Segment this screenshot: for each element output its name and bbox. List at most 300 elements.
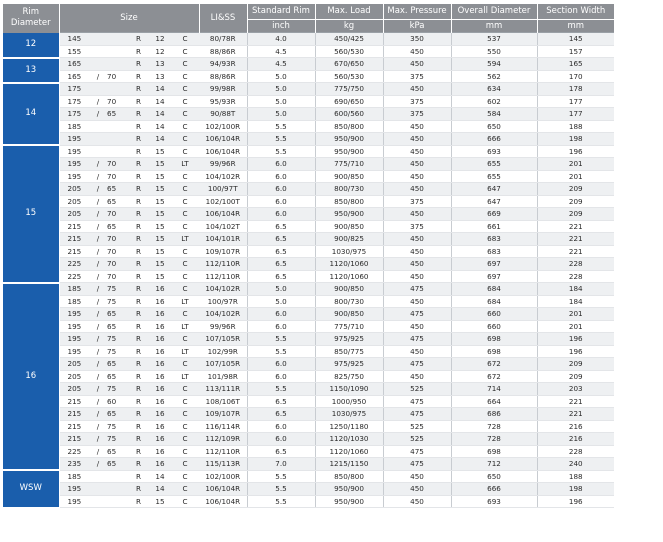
cell-rim-size: 14 xyxy=(149,120,171,133)
cell-li-ss: 106/104R xyxy=(199,495,247,508)
cell-aspect-ratio: 65 xyxy=(107,458,128,471)
cell-standard-rim: 6.0 xyxy=(247,420,315,433)
cell-standard-rim: 5.5 xyxy=(247,145,315,158)
rim-diameter-group-label: 12 xyxy=(3,33,59,58)
cell-max-pressure: 450 xyxy=(383,470,451,483)
cell-aspect-ratio: 70 xyxy=(107,158,128,171)
cell-construction: R xyxy=(128,470,149,483)
cell-construction: R xyxy=(128,233,149,246)
table-row xyxy=(3,58,614,71)
cell-standard-rim: 5.0 xyxy=(247,283,315,296)
cell-standard-rim: 5.5 xyxy=(247,120,315,133)
cell-max-pressure: 450 xyxy=(383,120,451,133)
cell-section-width: 221 xyxy=(537,233,614,246)
table-row xyxy=(3,208,614,221)
cell-tire-type: C xyxy=(171,133,199,146)
cell-rim-size: 15 xyxy=(149,208,171,221)
header-size: Size xyxy=(59,4,199,33)
cell-overall-diameter: 698 xyxy=(451,345,537,358)
cell-tire-type: C xyxy=(171,145,199,158)
cell-standard-rim: 5.5 xyxy=(247,470,315,483)
table-row xyxy=(3,33,614,46)
cell-overall-diameter: 684 xyxy=(451,283,537,296)
cell-max-pressure: 375 xyxy=(383,220,451,233)
cell-rim-size: 16 xyxy=(149,458,171,471)
cell-standard-rim: 6.0 xyxy=(247,358,315,371)
cell-li-ss: 101/98R xyxy=(199,370,247,383)
cell-construction: R xyxy=(128,83,149,96)
table-header xyxy=(3,4,614,33)
cell-tire-type: LT xyxy=(171,233,199,246)
cell-aspect-ratio: 70 xyxy=(107,170,128,183)
cell-construction: R xyxy=(128,45,149,58)
cell-max-pressure: 475 xyxy=(383,358,451,371)
cell-rim-size: 13 xyxy=(149,58,171,71)
cell-tire-type: C xyxy=(171,183,199,196)
cell-overall-diameter: 634 xyxy=(451,83,537,96)
cell-slash: / xyxy=(89,183,107,196)
cell-section-width: 216 xyxy=(537,420,614,433)
cell-width: 205 xyxy=(59,208,89,221)
header-section-width: Section Width xyxy=(537,4,614,20)
cell-width: 195 xyxy=(59,345,89,358)
cell-max-load: 950/900 xyxy=(315,133,383,146)
cell-width: 215 xyxy=(59,220,89,233)
cell-aspect-ratio: 75 xyxy=(107,433,128,446)
cell-slash xyxy=(89,483,107,496)
cell-li-ss: 102/100R xyxy=(199,470,247,483)
cell-slash xyxy=(89,495,107,508)
cell-slash xyxy=(89,470,107,483)
cell-max-pressure: 475 xyxy=(383,395,451,408)
cell-rim-size: 15 xyxy=(149,495,171,508)
table-row xyxy=(3,233,614,246)
cell-width: 195 xyxy=(59,483,89,496)
cell-max-pressure: 450 xyxy=(383,370,451,383)
cell-slash: / xyxy=(89,420,107,433)
cell-slash: / xyxy=(89,395,107,408)
cell-aspect-ratio: 75 xyxy=(107,295,128,308)
table-row xyxy=(3,395,614,408)
cell-rim-size: 14 xyxy=(149,83,171,96)
cell-rim-size: 15 xyxy=(149,183,171,196)
cell-tire-type: C xyxy=(171,358,199,371)
table-body xyxy=(3,33,614,508)
cell-slash xyxy=(89,120,107,133)
cell-section-width: 209 xyxy=(537,370,614,383)
cell-width: 175 xyxy=(59,108,89,121)
cell-aspect-ratio: 70 xyxy=(107,70,128,83)
cell-section-width: 209 xyxy=(537,183,614,196)
cell-max-load: 950/900 xyxy=(315,495,383,508)
cell-width: 215 xyxy=(59,408,89,421)
header-rim-diameter: Rim Diameter xyxy=(3,4,59,33)
cell-rim-size: 16 xyxy=(149,333,171,346)
cell-overall-diameter: 684 xyxy=(451,295,537,308)
cell-width: 225 xyxy=(59,270,89,283)
table-row xyxy=(3,220,614,233)
cell-li-ss: 100/97R xyxy=(199,295,247,308)
cell-max-pressure: 450 xyxy=(383,208,451,221)
cell-max-load: 775/710 xyxy=(315,158,383,171)
cell-construction: R xyxy=(128,58,149,71)
cell-width: 205 xyxy=(59,358,89,371)
cell-max-load: 800/730 xyxy=(315,183,383,196)
cell-max-load: 560/530 xyxy=(315,45,383,58)
cell-standard-rim: 6.0 xyxy=(247,370,315,383)
cell-max-load: 900/850 xyxy=(315,283,383,296)
cell-section-width: 209 xyxy=(537,195,614,208)
table-row xyxy=(3,470,614,483)
cell-standard-rim: 4.5 xyxy=(247,45,315,58)
cell-section-width: 177 xyxy=(537,95,614,108)
cell-max-pressure: 450 xyxy=(383,170,451,183)
cell-aspect-ratio xyxy=(107,145,128,158)
cell-aspect-ratio: 65 xyxy=(107,195,128,208)
cell-aspect-ratio: 75 xyxy=(107,333,128,346)
cell-section-width: 221 xyxy=(537,245,614,258)
cell-section-width: 198 xyxy=(537,483,614,496)
cell-width: 235 xyxy=(59,458,89,471)
cell-rim-size: 15 xyxy=(149,158,171,171)
cell-section-width: 170 xyxy=(537,70,614,83)
cell-tire-type: LT xyxy=(171,295,199,308)
cell-standard-rim: 6.0 xyxy=(247,183,315,196)
cell-section-width: 240 xyxy=(537,458,614,471)
cell-tire-type: C xyxy=(171,95,199,108)
cell-rim-size: 14 xyxy=(149,108,171,121)
cell-section-width: 165 xyxy=(537,58,614,71)
cell-section-width: 196 xyxy=(537,145,614,158)
cell-max-pressure: 475 xyxy=(383,458,451,471)
cell-rim-size: 16 xyxy=(149,320,171,333)
cell-aspect-ratio xyxy=(107,495,128,508)
cell-max-pressure: 450 xyxy=(383,295,451,308)
cell-width: 195 xyxy=(59,170,89,183)
cell-standard-rim: 5.5 xyxy=(247,383,315,396)
cell-aspect-ratio: 65 xyxy=(107,108,128,121)
cell-aspect-ratio: 65 xyxy=(107,358,128,371)
cell-li-ss: 106/104R xyxy=(199,145,247,158)
cell-section-width: 188 xyxy=(537,470,614,483)
cell-aspect-ratio xyxy=(107,83,128,96)
cell-slash: / xyxy=(89,195,107,208)
cell-overall-diameter: 666 xyxy=(451,133,537,146)
cell-li-ss: 99/96R xyxy=(199,158,247,171)
cell-slash: / xyxy=(89,295,107,308)
cell-width: 175 xyxy=(59,83,89,96)
cell-construction: R xyxy=(128,320,149,333)
cell-construction: R xyxy=(128,208,149,221)
cell-tire-type: C xyxy=(171,245,199,258)
table-row xyxy=(3,158,614,171)
cell-max-load: 850/800 xyxy=(315,195,383,208)
cell-li-ss: 94/93R xyxy=(199,58,247,71)
cell-max-pressure: 450 xyxy=(383,345,451,358)
cell-tire-type: C xyxy=(171,420,199,433)
table-row xyxy=(3,183,614,196)
table-row xyxy=(3,245,614,258)
cell-max-load: 850/800 xyxy=(315,470,383,483)
cell-construction: R xyxy=(128,170,149,183)
cell-slash: / xyxy=(89,283,107,296)
cell-aspect-ratio: 70 xyxy=(107,258,128,271)
cell-aspect-ratio: 65 xyxy=(107,308,128,321)
cell-standard-rim: 5.5 xyxy=(247,333,315,346)
cell-max-load: 775/750 xyxy=(315,83,383,96)
cell-construction: R xyxy=(128,33,149,46)
cell-li-ss: 90/88T xyxy=(199,108,247,121)
cell-rim-size: 14 xyxy=(149,483,171,496)
cell-rim-size: 16 xyxy=(149,370,171,383)
cell-max-pressure: 350 xyxy=(383,33,451,46)
cell-tire-type: C xyxy=(171,83,199,96)
cell-standard-rim: 6.5 xyxy=(247,445,315,458)
cell-construction: R xyxy=(128,195,149,208)
unit-overall-diameter: mm xyxy=(451,20,537,33)
cell-max-pressure: 450 xyxy=(383,183,451,196)
cell-max-load: 450/425 xyxy=(315,33,383,46)
cell-width: 195 xyxy=(59,308,89,321)
cell-aspect-ratio: 65 xyxy=(107,370,128,383)
cell-max-pressure: 525 xyxy=(383,420,451,433)
cell-max-load: 775/710 xyxy=(315,320,383,333)
cell-max-pressure: 450 xyxy=(383,270,451,283)
cell-li-ss: 104/102R xyxy=(199,308,247,321)
cell-overall-diameter: 655 xyxy=(451,158,537,171)
cell-section-width: 221 xyxy=(537,395,614,408)
cell-width: 195 xyxy=(59,145,89,158)
cell-section-width: 157 xyxy=(537,45,614,58)
cell-width: 215 xyxy=(59,433,89,446)
cell-section-width: 196 xyxy=(537,495,614,508)
cell-max-pressure: 450 xyxy=(383,145,451,158)
cell-construction: R xyxy=(128,183,149,196)
cell-overall-diameter: 655 xyxy=(451,170,537,183)
cell-rim-size: 16 xyxy=(149,358,171,371)
cell-section-width: 209 xyxy=(537,208,614,221)
cell-section-width: 203 xyxy=(537,383,614,396)
cell-standard-rim: 6.5 xyxy=(247,220,315,233)
cell-max-load: 950/900 xyxy=(315,483,383,496)
cell-slash: / xyxy=(89,245,107,258)
cell-li-ss: 104/101R xyxy=(199,233,247,246)
cell-width: 215 xyxy=(59,245,89,258)
cell-max-pressure: 525 xyxy=(383,383,451,396)
cell-overall-diameter: 697 xyxy=(451,258,537,271)
cell-max-pressure: 450 xyxy=(383,83,451,96)
cell-width: 155 xyxy=(59,45,89,58)
cell-standard-rim: 5.0 xyxy=(247,95,315,108)
cell-tire-type: C xyxy=(171,283,199,296)
cell-overall-diameter: 661 xyxy=(451,220,537,233)
cell-aspect-ratio xyxy=(107,58,128,71)
table-row xyxy=(3,270,614,283)
cell-width: 195 xyxy=(59,133,89,146)
cell-section-width: 216 xyxy=(537,433,614,446)
cell-max-load: 1000/950 xyxy=(315,395,383,408)
cell-rim-size: 15 xyxy=(149,220,171,233)
table-row xyxy=(3,383,614,396)
cell-overall-diameter: 562 xyxy=(451,70,537,83)
cell-overall-diameter: 672 xyxy=(451,358,537,371)
cell-li-ss: 112/110R xyxy=(199,270,247,283)
cell-li-ss: 102/100T xyxy=(199,195,247,208)
cell-rim-size: 14 xyxy=(149,95,171,108)
cell-li-ss: 112/110R xyxy=(199,258,247,271)
cell-li-ss: 108/106T xyxy=(199,395,247,408)
cell-slash xyxy=(89,83,107,96)
cell-section-width: 228 xyxy=(537,270,614,283)
cell-overall-diameter: 698 xyxy=(451,333,537,346)
cell-width: 185 xyxy=(59,470,89,483)
cell-construction: R xyxy=(128,395,149,408)
cell-overall-diameter: 666 xyxy=(451,483,537,496)
cell-li-ss: 112/110R xyxy=(199,445,247,458)
cell-max-pressure: 475 xyxy=(383,445,451,458)
cell-standard-rim: 6.0 xyxy=(247,158,315,171)
cell-overall-diameter: 664 xyxy=(451,395,537,408)
cell-section-width: 184 xyxy=(537,295,614,308)
cell-rim-size: 15 xyxy=(149,245,171,258)
cell-slash xyxy=(89,45,107,58)
cell-construction: R xyxy=(128,145,149,158)
cell-max-pressure: 450 xyxy=(383,133,451,146)
table-row xyxy=(3,433,614,446)
cell-slash: / xyxy=(89,258,107,271)
cell-section-width: 201 xyxy=(537,320,614,333)
cell-aspect-ratio: 65 xyxy=(107,320,128,333)
cell-max-load: 825/750 xyxy=(315,370,383,383)
cell-overall-diameter: 697 xyxy=(451,270,537,283)
cell-slash: / xyxy=(89,108,107,121)
cell-rim-size: 12 xyxy=(149,33,171,46)
cell-max-pressure: 375 xyxy=(383,95,451,108)
table-row xyxy=(3,320,614,333)
cell-aspect-ratio: 70 xyxy=(107,233,128,246)
cell-slash: / xyxy=(89,70,107,83)
cell-slash: / xyxy=(89,308,107,321)
cell-standard-rim: 4.0 xyxy=(247,33,315,46)
cell-overall-diameter: 714 xyxy=(451,383,537,396)
cell-max-load: 1120/1060 xyxy=(315,270,383,283)
cell-overall-diameter: 672 xyxy=(451,370,537,383)
cell-standard-rim: 6.5 xyxy=(247,408,315,421)
cell-overall-diameter: 728 xyxy=(451,420,537,433)
cell-tire-type: LT xyxy=(171,320,199,333)
table-row xyxy=(3,408,614,421)
table-row xyxy=(3,145,614,158)
cell-rim-size: 16 xyxy=(149,345,171,358)
cell-tire-type: C xyxy=(171,170,199,183)
cell-construction: R xyxy=(128,158,149,171)
cell-slash xyxy=(89,33,107,46)
cell-tire-type: C xyxy=(171,120,199,133)
cell-tire-type: LT xyxy=(171,370,199,383)
cell-standard-rim: 6.5 xyxy=(247,245,315,258)
cell-rim-size: 15 xyxy=(149,145,171,158)
table-row xyxy=(3,358,614,371)
cell-li-ss: 106/104R xyxy=(199,133,247,146)
cell-overall-diameter: 537 xyxy=(451,33,537,46)
cell-max-load: 600/560 xyxy=(315,108,383,121)
cell-construction: R xyxy=(128,345,149,358)
cell-tire-type: C xyxy=(171,220,199,233)
cell-li-ss: 99/96R xyxy=(199,320,247,333)
cell-overall-diameter: 660 xyxy=(451,308,537,321)
cell-tire-type: C xyxy=(171,433,199,446)
table-row xyxy=(3,95,614,108)
cell-li-ss: 116/114R xyxy=(199,420,247,433)
cell-slash: / xyxy=(89,208,107,221)
cell-max-pressure: 450 xyxy=(383,495,451,508)
cell-section-width: 196 xyxy=(537,333,614,346)
cell-rim-size: 13 xyxy=(149,70,171,83)
cell-li-ss: 80/78R xyxy=(199,33,247,46)
cell-max-pressure: 475 xyxy=(383,333,451,346)
rim-diameter-group-label: 15 xyxy=(3,145,59,283)
cell-construction: R xyxy=(128,295,149,308)
cell-width: 165 xyxy=(59,58,89,71)
cell-rim-size: 12 xyxy=(149,45,171,58)
cell-slash: / xyxy=(89,170,107,183)
cell-standard-rim: 5.0 xyxy=(247,295,315,308)
cell-max-pressure: 375 xyxy=(383,108,451,121)
cell-max-pressure: 450 xyxy=(383,58,451,71)
header-standard-rim: Standard Rim xyxy=(247,4,315,20)
cell-li-ss: 104/102R xyxy=(199,283,247,296)
cell-overall-diameter: 660 xyxy=(451,320,537,333)
cell-li-ss: 107/105R xyxy=(199,333,247,346)
cell-construction: R xyxy=(128,283,149,296)
cell-width: 195 xyxy=(59,333,89,346)
cell-max-pressure: 475 xyxy=(383,283,451,296)
cell-construction: R xyxy=(128,133,149,146)
table-row xyxy=(3,370,614,383)
cell-standard-rim: 4.5 xyxy=(247,58,315,71)
cell-li-ss: 100/97T xyxy=(199,183,247,196)
cell-construction: R xyxy=(128,483,149,496)
rim-diameter-group-label: 16 xyxy=(3,283,59,471)
cell-overall-diameter: 550 xyxy=(451,45,537,58)
cell-aspect-ratio: 70 xyxy=(107,270,128,283)
table-row xyxy=(3,295,614,308)
cell-tire-type: C xyxy=(171,70,199,83)
cell-slash: / xyxy=(89,358,107,371)
cell-section-width: 198 xyxy=(537,133,614,146)
cell-max-load: 900/825 xyxy=(315,233,383,246)
cell-section-width: 145 xyxy=(537,33,614,46)
cell-aspect-ratio xyxy=(107,470,128,483)
cell-max-load: 1120/1060 xyxy=(315,445,383,458)
cell-width: 215 xyxy=(59,420,89,433)
cell-li-ss: 112/109R xyxy=(199,433,247,446)
cell-li-ss: 115/113R xyxy=(199,458,247,471)
cell-max-load: 1150/1090 xyxy=(315,383,383,396)
cell-width: 185 xyxy=(59,295,89,308)
cell-section-width: 228 xyxy=(537,258,614,271)
cell-max-pressure: 450 xyxy=(383,483,451,496)
cell-section-width: 201 xyxy=(537,158,614,171)
cell-slash xyxy=(89,58,107,71)
cell-section-width: 228 xyxy=(537,445,614,458)
cell-li-ss: 104/102R xyxy=(199,170,247,183)
cell-slash: / xyxy=(89,370,107,383)
cell-li-ss: 99/98R xyxy=(199,83,247,96)
cell-overall-diameter: 683 xyxy=(451,233,537,246)
cell-construction: R xyxy=(128,370,149,383)
cell-construction: R xyxy=(128,333,149,346)
